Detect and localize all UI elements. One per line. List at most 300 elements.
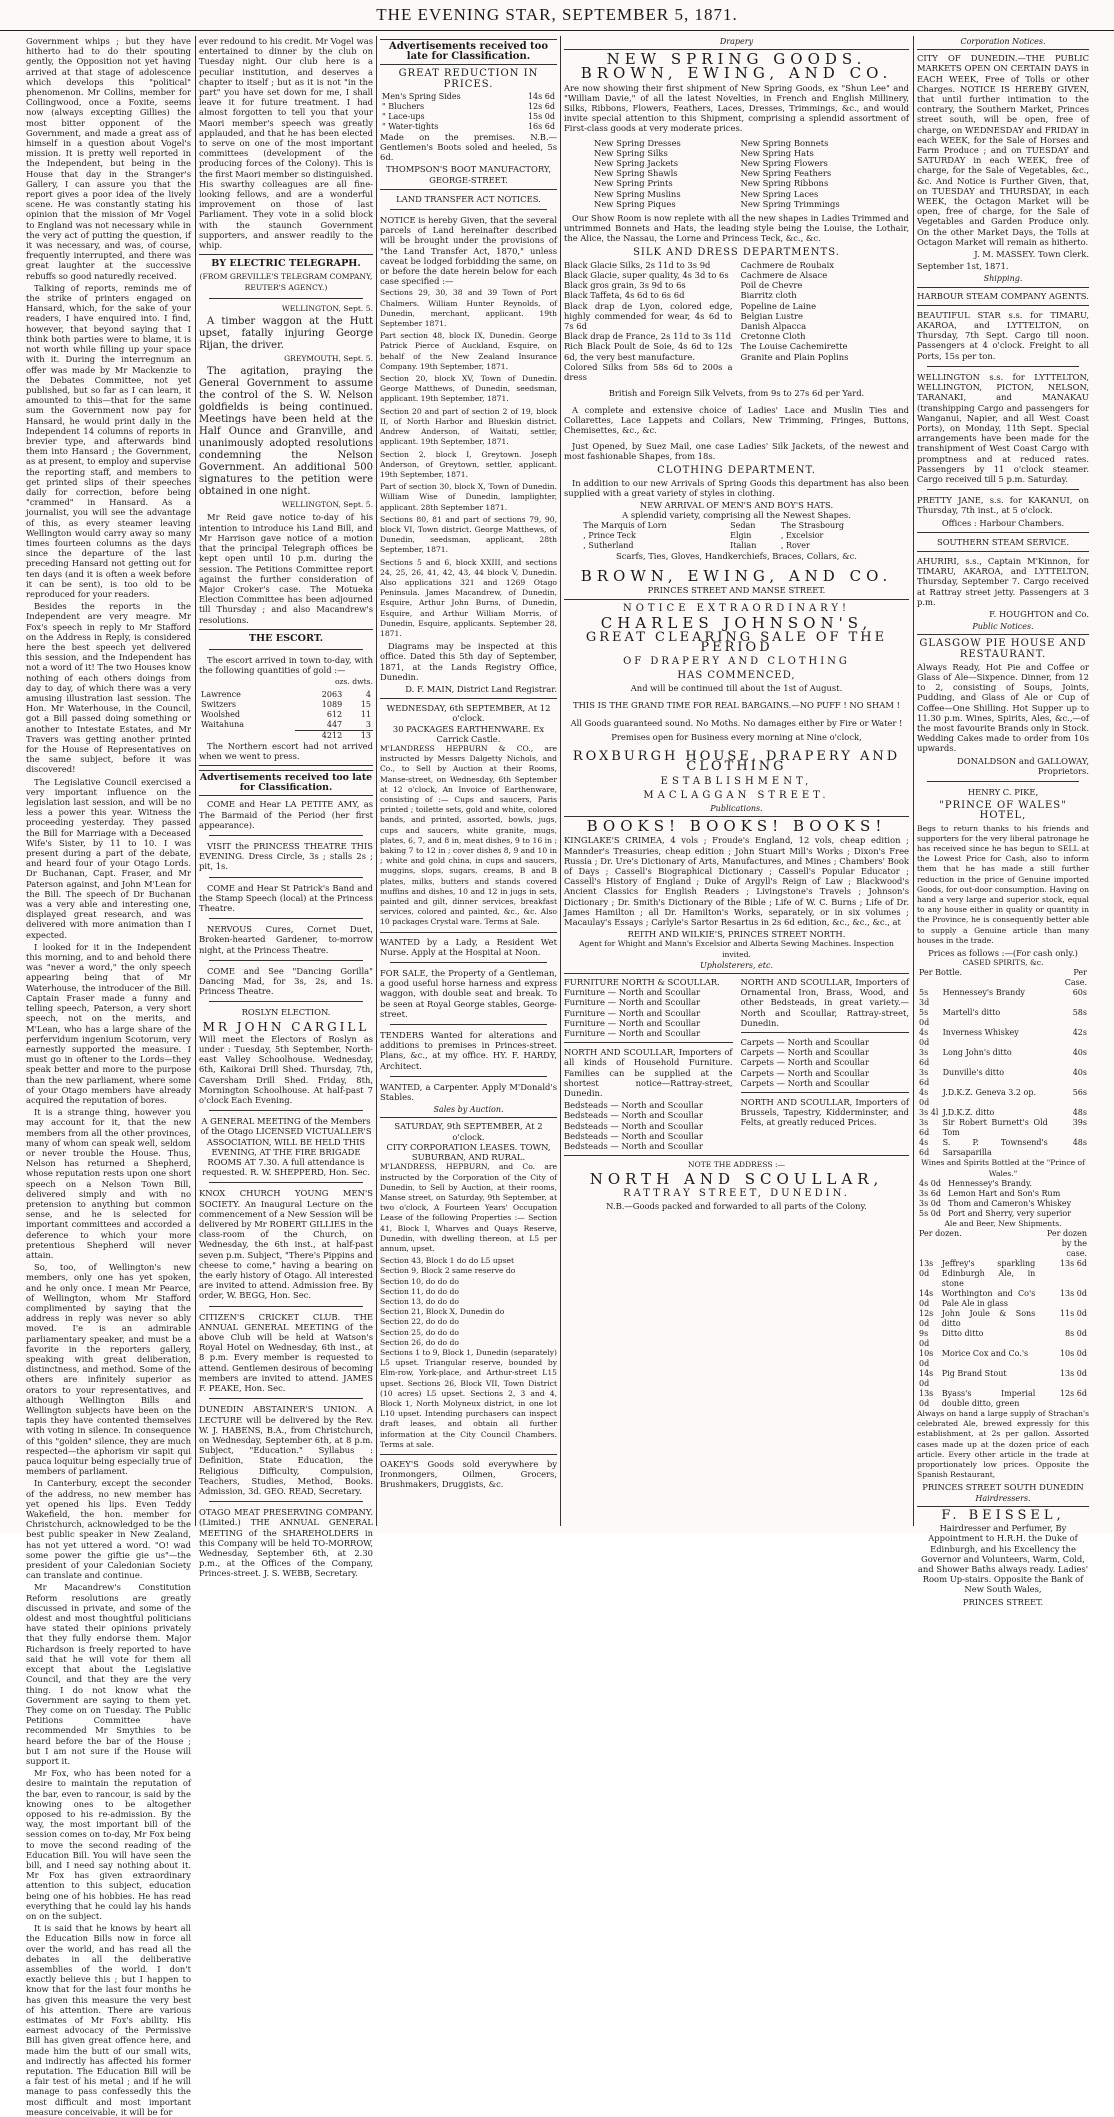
classified-ad: NERVOUS Cures, Cornet Duet, Broken-hearted Gardener, to-morrow night, at the Princess Theatre.: [199, 924, 373, 955]
table-cell: 14s 0d: [919, 1369, 934, 1389]
table-row: [199, 710, 373, 720]
strachan-text: Always on hand a large supply of Strachan's celebrated Ale, brewed expressly for this establishment, at 2s per gallon. Assorted cases made up at the dozen price of each article. Every other article in the trade at proportionately low prices. Opposite the Spanish Restaurant,: [917, 1409, 1089, 1480]
harbour-heading: HARBOUR STEAM COMPANY AGENTS.: [917, 290, 1089, 301]
shipping-heading: Shipping.: [917, 273, 1089, 287]
spring-goods-list: [594, 138, 879, 209]
masthead: [0, 0, 1114, 31]
table-row: [917, 1088, 1089, 1108]
column-4: [564, 36, 909, 1526]
divider: [390, 1076, 547, 1077]
list-item: New Spring Dresses: [594, 137, 681, 148]
escort-ozs: 612: [326, 709, 343, 719]
escort-place: Switzers: [201, 699, 236, 709]
article-paragraph: The Legislative Council exercised a very important influence on the legislation last session, and will be no less a power this year. Witness the proceeding yesterday. They passed the Bill for Marriage with a Deceased Wife's Sister, by 11 to 10. I was present during a part of the debate, and heard four of your Otago Lords. Dr Buchanan, Capt. Fraser, and Mr Paterson against, and John M'Lean for the Bill. The speech of Dr Buchanan was a very able and interesting one, displayed great research, and was delivered with more animation than I expected.: [26, 776, 191, 940]
divider: [209, 835, 363, 836]
shipping-notice: WELLINGTON s.s. for LYTTELTON, WELLINGTON, PICTON, NELSON, TARANAKI, and MANAKAU (transhipping Cargo and passengers for Wanganui, Napier, and all West Coast Ports), on Monday, 11th Sept. Special arrangements have been made for the transhipment of West Coast Cargo with promptness and at reduced rates. Passengers by 11 o'clock steamer. Cargo received till 5 p.m. Saturday.: [917, 371, 1089, 484]
table-cell: 40s: [1072, 1068, 1087, 1078]
list-item: New Spring Shawls: [594, 168, 678, 179]
table-cell: 12s 0d: [919, 1309, 934, 1329]
drapery-intro: Are now showing their first shipment of New Spring Goods, ex "Shun Lee" and "William Davie," of all the latest Novelties, in French and English Millinery, Silks, Ribbons, Flowers, Feathers, Laces, Dresses, Trimmings, &c., and would invite special attention to this Shipment, comprising a splendid assortment of First-class goods at very moderate prices.: [564, 82, 909, 134]
table-row: [917, 1028, 1089, 1048]
table-cell: 48s: [1072, 1108, 1087, 1118]
list-item: Cretonne Cloth: [740, 331, 806, 342]
article-paragraph: I looked for it in the Independent this morning, and to and behold there was "never a word," the only speech appearing being that of Mr Waterhouse, the introducer of the Bill. Captain Fraser made a funny and telling speech, Paterson, a very short speech, not on the merits, and M'Lean, who has a large share of the perfervidum ingenium Scotorum, very earnestly supported the measure. I must go in oftener to the Lords—they speak better and more to the purpose than the new parliament, where some of your Otago members have already acquired the reputation of bores.: [26, 941, 191, 1105]
table-cell: Sir Robert Burnett's Old Tom: [942, 1118, 1048, 1138]
table-cell: Worthington and Co's Pale Ale in glass: [941, 1289, 1036, 1309]
table-row: [917, 1048, 1089, 1068]
list-item: Danish Alpacca: [740, 321, 807, 332]
escort-units: ozs. dwts.: [334, 677, 373, 687]
beissel-address: PRINCES STREET.: [962, 1596, 1044, 1607]
glasgow-text: Always Ready, Hot Pie and Coffee or Glass of Ale—Sixpence. Dinner, from 12 to 2, consisting of Soups, Joints, Pudding, and Glass of Ale or Cup of Coffee—One Shilling. Hot Supper up to 11.30 p.m. Wines, Spirits, Ales, &c.,—of the most favourite Brands only in Stock. Wedding Cakes made to order from 10s upwards.: [917, 661, 1089, 754]
shipping-notice: AHURIRI, s.s., Captain M'Kinnon, for TIMARU, AKAROA, and LYTTELTON, Thursday, September 7. Cargo received at Rattray street jetty. Passengers at 3 p.m.: [917, 555, 1089, 607]
sale-row: Section 43, Block 1 do do L5 upset: [380, 1256, 515, 1266]
reduction-item: Men's Spring Sides: [382, 91, 461, 101]
article-paragraph: Mr Fox, who has been noted for a desire to maintain the reputation of the bar, even to rancour, is said by the knowing ones to be altogether opposed to his re-admission. By the way, the most important bill of the session comes on to-day, Mr Fox being to move the second reading of the Education Bill. You will have seen the bill, and I need say nothing about it. Mr Fox has given extraordinary attention to this subject, education being one of his hobbies. He has read everything that he could lay his hands on on the subject.: [26, 1768, 191, 1921]
thompson-address: THOMPSON'S BOOT MANUFACTORY, GEORGE-STREET.: [385, 164, 552, 185]
escort-place: Waitahuna: [201, 719, 245, 729]
table-row: [917, 1189, 1089, 1199]
table-row: [380, 102, 557, 112]
list-item: Furniture — North and Scoullar: [564, 1007, 701, 1018]
escort-ozs: 2063: [321, 689, 343, 699]
sale-date: SATURDAY, 9th SEPTEMBER, At 2 o'clock.: [394, 1121, 543, 1142]
premises-text: Premises open for Business every morning at Nine o'clock,: [611, 731, 862, 742]
table-row: [199, 720, 373, 731]
divider: [209, 298, 363, 299]
table-row: [917, 1118, 1089, 1138]
sale-row: Section 13, do do do: [380, 1296, 459, 1306]
divider: [927, 366, 1079, 367]
late-ads-heading: Advertisements received too late for Classification.: [380, 39, 557, 65]
column-rule: [195, 36, 196, 1526]
table-row: [199, 730, 373, 741]
divider: [209, 960, 363, 961]
column-header: Per dozen.: [919, 1229, 962, 1239]
article-paragraph: Besides the reports in the Independent are very meagre. Mr Fox's speech in reply to Mr Stafford on the Address in Reply, is considered here the best speech yet delivered this session, and the Independent has not a word of it! The two Houses know nothing of each others doings from day to day, of which there was a very amusing illustration last session. The Hon. Mr Waterhouse, in the Council, got a Bill passed doing something or another to Intestate Estates, and Mr Travers was getting another printed for the House of Representatives on the same subject, before it was discovered!: [26, 601, 191, 775]
list-item: Black Taffeta, 4s 6d to 6s 6d: [564, 290, 685, 301]
hat-name: Sedan: [730, 520, 756, 530]
table-cell: 13s 6d: [1059, 1259, 1087, 1269]
list-item: Black drap de Lyon, colored edge, highly commended for wear, 4s 6d to 7s 6d: [564, 300, 733, 332]
column-5: [917, 36, 1089, 1607]
divider: [209, 649, 363, 650]
note-address: NOTE THE ADDRESS :—: [687, 1160, 786, 1170]
divider: [564, 1042, 733, 1043]
table-cell: 5s 0d: [919, 1208, 941, 1218]
table-row: [917, 1389, 1089, 1409]
beissel-text: Hairdresser and Perfumer, By Appointment to H.R.H. the Duke of Edinburgh, and his Excellency the Governor and Volunteers, Warm, Cold, and Shower Baths always ready. Ladies' Room Up-stairs. Opposite the Bank of New South Wales,: [917, 1523, 1089, 1595]
table-cell: 3s 6d: [919, 1118, 930, 1138]
divider: [927, 489, 1079, 490]
reduction-item: " Lace-ups: [382, 111, 425, 121]
list-item: Poil de Chevre: [740, 280, 803, 291]
sale-row: Section 11, do do do: [380, 1286, 459, 1296]
table-cell: 5s 3d: [919, 988, 930, 1008]
escort-dwts: 15: [360, 699, 371, 709]
table-cell: 4s 0d: [919, 1088, 930, 1108]
table-cell: 8s 0d: [1065, 1329, 1087, 1339]
rattray-street: RATTRAY STREET, DUNEDIN.: [623, 1187, 850, 1199]
list-item: Black gros grain, 3s 9d to 6s: [564, 280, 686, 291]
reith-subtext: Agent for Whight and Mann's Excelsior and Alberta Sewing Machines. Inspection invited.: [579, 939, 894, 959]
reduction-table: [380, 92, 557, 132]
divider: [564, 1155, 909, 1156]
table-cell: 13s 0d: [1059, 1289, 1087, 1299]
list-item: New Spring Ribbons: [740, 178, 829, 189]
north-scoullar-heading: NORTH AND SCOULLAR,: [589, 1170, 884, 1189]
dispatch-dateline: WELLINGTON, Sept. 5.: [281, 500, 373, 510]
list-item: New Spring Laces: [740, 188, 819, 199]
table-cell: 4s 0d: [919, 1178, 941, 1188]
divider: [917, 305, 1089, 306]
sale-date: WEDNESDAY, 6th SEPTEMBER, At 12 o'clock.: [386, 703, 551, 724]
table-row: [917, 1138, 1089, 1158]
books-heading: BOOKS! BOOKS! BOOKS!: [586, 817, 887, 836]
reduction-item: " Water-tights: [382, 121, 439, 131]
list-item: New Spring Jackets: [594, 158, 679, 169]
land-transfer-item: Section 2, block I, Greytown. Joseph Anderson, of Greytown, settler, applicant. 19th September, 1871.: [380, 449, 557, 479]
table-cell: 3s 6d: [919, 1048, 930, 1068]
land-transfer-item: Section 20 and part of section 2 of 19, block II, of North Harbor and Blueskin district. Andrew Anderson, of Waitati, settler, applicant. 19th September, 1871.: [380, 406, 557, 447]
divider: [209, 1398, 363, 1399]
divider: [199, 629, 373, 630]
cricket-notice: CITIZEN'S CRICKET CLUB. THE ANNUAL GENERAL MEETING of the above Club will be held at Watson's Royal Hotel on Wednesday, 6th inst., at 8 p.m. Every member is requested to attend. Gentlemen desirous of becoming members are invited to attend. JAMES F. PEAKE, Hon. Sec.: [199, 1311, 373, 1394]
table-cell: Martell's ditto: [942, 1008, 1001, 1018]
table-cell: 10s 0d: [919, 1349, 934, 1369]
classified-ad: COME and Hear LA PETITE AMY, as The Barmaid of the Period (her first appearance).: [199, 799, 373, 830]
divider: [380, 698, 557, 699]
southern-service-heading: SOUTHERN STEAM SERVICE.: [936, 536, 1070, 547]
reduction-price: 16s 6d: [527, 121, 555, 131]
list-item: New Spring Hats: [740, 147, 814, 158]
cased-spirits: CASED SPIRITS, &c.: [962, 958, 1044, 968]
list-item: Furniture — North and Scoullar: [564, 997, 701, 1008]
table-cell: Byass's Imperial double ditto, green: [941, 1389, 1036, 1409]
table-cell: 48s: [1072, 1138, 1087, 1148]
sale-title: 30 PACKAGES EARTHENWARE. Ex Carrick Castle.: [392, 723, 545, 744]
table-cell: 9s 0d: [919, 1329, 930, 1349]
divider: [209, 1110, 363, 1111]
wanted-ad: WANTED by a Lady, a Resident Wet Nurse. Apply at the Hospital at Noon.: [380, 936, 557, 957]
wines-note: Wines and Spirits Bottled at the "Prince of Wales.": [921, 1158, 1085, 1178]
classified-ad: COME and Hear St Patrick's Band and the Stamp Speech (local) at the Princess Theatre.: [199, 882, 373, 913]
list-item: Bedsteads — North and Scoullar: [564, 1141, 703, 1152]
table-row: [917, 1309, 1089, 1329]
column-3: [380, 36, 557, 1526]
sale-row: Section 9, Block 2 same reserve do: [380, 1266, 516, 1276]
table-cell: Lemon Hart and Son's Rum: [948, 1188, 1061, 1198]
pike-name: HENRY C. PIKE,: [967, 787, 1039, 797]
publications-heading: Publications.: [564, 803, 909, 817]
list-item: Rich Black Poult de Soie, 4s 6d to 12s 6d, the very best manufacture.: [564, 341, 733, 362]
list-item: New Spring Prints: [594, 178, 673, 189]
land-transfer-signature: D. F. MAIN, District Land Registrar.: [405, 683, 557, 694]
table-cell: S. P. Townsend's Sarsaparilla: [942, 1138, 1048, 1158]
divider: [209, 877, 363, 878]
sale-text: Sections 1 to 9, Block 1, Dunedin (separately) L5 upset. Triangular reserve, bounded by Elm-row, York-place, and Arthur-street L15 upset. Sections 26, Block VII, Town District (10 acres) L5 upset. Sections 2, 3 and 4, Block 1, North Molyneux district, in one lot L10 upset. Intending purchasers can inspect draft leases, and obtain all further information at the City Council Chambers. Terms at sale.: [380, 1347, 557, 1449]
table-cell: Hennessey's Brandy: [942, 988, 1025, 998]
table-cell: 39s: [1072, 1118, 1087, 1128]
corporation-signature: J. M. MASSEY. Town Clerk.: [974, 249, 1089, 260]
list-item: New Spring Feathers: [740, 168, 832, 179]
hat-name: The Strasbourg: [780, 520, 845, 530]
column-header: Per dozen by the case.: [1046, 1229, 1087, 1259]
corporation-notices-heading: Corporation Notices.: [917, 36, 1089, 50]
table-cell: 3s 0d: [919, 1198, 941, 1208]
table-cell: 60s: [1072, 988, 1087, 998]
table-row: [380, 92, 557, 102]
reduction-price: 15s 0d: [527, 111, 555, 121]
table-cell: Inverness Whiskey: [942, 1028, 1019, 1038]
list-item: Carpets — North and Scoullar: [740, 1047, 870, 1058]
dispatch-text: The agitation, praying the General Government to assume the control of the S. W. Nelson goldfields is being continued. Meetings have been held at the Half Ounce and Granville, and unanimously adopted resolutions condemning the Nelson Government. An additional 500 signatures to the petition were obtained in one night.: [199, 366, 373, 498]
table-row: [199, 690, 373, 700]
upholsterers-heading: Upholsterers, etc.: [564, 960, 909, 974]
divider: [390, 209, 547, 210]
roslyn-text: Will meet the Electors of Roslyn as under : Tuesday, 5th September, North-east Valley Schoolhouse. Wednesday, 6th, Kaikorai Drill Shed. Thursday, 7th, Caversham Drill Shed. Friday, 8th, Mornington Schoolhouse. At half-past 7 o'clock Each Evening.: [199, 1033, 373, 1106]
land-transfer-item: Sections 5 and 6, block XXIII, and sections 24, 25, 26, 41, 42, 43, 44 block V, Dunedin. Also applications 321 and 1269 Otago Peninsula. James Macandrew, of Dunedin, Esquire, Arthur John Burns, of Dunedin, Esquire, and Arthur William Morris, of Dunedin, Esquire, applicants. September 28, 1871.: [380, 557, 557, 638]
sale-text: M'LANDRESS HEPBURN & CO., are instructed by Messrs Dalgetty Nichols, and Co., to Sell by Auction at their Rooms, Manse-street, on Wednesday, 6th September at 12 o'clock, An Invoice of Earthenware, consisting of :— Cups and saucers, Paris printed ; toilette sets, gold and white, colored bands, and printed, assorted, bowls, jugs, cups and saucers, white granite, mugs, plates, 6, 7, and 8 in, meat dishes, 9 to 16 in ; baking 7 to 12 in ; cover dishes 8, 9 and 10 in ; white and gold china, in cups and saucers, muggins, slops, sugars, creams, B and B plates, milks, butters and stands covered muffins and dishes, 10 and 12 in jugs in sets, painted and gilt, dinner services, breakfast services, colored and painted, &c., &c. Also 10 packages Crystal ware. Terms at Sale.: [380, 743, 557, 927]
table-cell: Morice Cox and Co.'s: [941, 1349, 1029, 1359]
land-transfer-footer: Diagrams may be inspected at this office. Dated this 5th day of September, 1871, at the Lands Registry Office, Dunedin.: [380, 641, 557, 682]
proprietors: DONALDSON and GALLOWAY, Proprietors.: [957, 755, 1089, 776]
roxburgh-heading: ROXBURGH HOUSE, DRAPERY AND CLOTHING: [572, 749, 901, 775]
list-item: Bedsteads — North and Scoullar: [564, 1110, 703, 1121]
column-header: Per Bottle.: [919, 968, 963, 978]
beissel-name: F. BEISSEL,: [941, 1507, 1065, 1523]
table-row: [581, 521, 892, 531]
escort-heading: THE ESCORT.: [248, 632, 324, 644]
table-cell: 3s 6d: [919, 1068, 930, 1088]
late-ads-heading: Advertisements received too late for Classification.: [199, 770, 373, 796]
divider: [209, 1182, 363, 1183]
telegraph-subheading: (FROM GREVILLE'S TELEGRAM COMPANY, REUTER'S AGENCY.): [199, 272, 373, 292]
roslyn-heading: ROSLYN ELECTION.: [241, 1007, 331, 1018]
classified-ad: COME and See "Dancing Gorilla" Dancing Mad, for 3s, 2s, and 1s. Princess Theatre.: [199, 965, 373, 997]
divider: [380, 932, 557, 933]
agent-name: F. HOUGHTON and Co.: [989, 608, 1089, 619]
divider: [209, 1501, 363, 1502]
escort-dwts: 11: [360, 709, 371, 719]
table-cell: 56s: [1072, 1088, 1087, 1098]
list-item: New Spring Muslins: [594, 188, 681, 199]
offices-text: Offices : Harbour Chambers.: [941, 517, 1065, 528]
hat-name: , Prince Teck: [583, 530, 636, 540]
list-item: Granite and Plain Poplins: [740, 351, 849, 362]
books-text: KINGLAKE'S CRIMEA, 4 vols ; Froude's England, 12 vols, cheap edition ; Mannder's Treasuries, cheap edition ; John Stuart Mill's Works ; Dixon's Free Russia ; Dr. Ure's Dictionary of Arts, Manufactures, and Mines ; Chambers' Book of Days ; Cassell's Biographical Dictionary ; Cassell's Popular Educator ; Cassell's History of England ; Duke of Argyll's Reign of Law ; Blackwood's Ancient Classics for English Readers ; Livingstone's Travels ; Johnson's Dictionary ; Dr. Smith's Dictionary of the Bible ; Life of W. C. Burns ; Life of Dr. James Hamilton ; all Dr. Hamilton's Works, separately, or in six volumes ; Macaulay's Essays ; Carlyle's Sartor Resartus in 2s 6d edition, &c., &c., &c., at: [564, 835, 909, 928]
list-item: Bedsteads — North and Scoullar: [564, 1120, 703, 1131]
land-transfer-heading: LAND TRANSFER ACT NOTICES.: [396, 193, 541, 204]
list-item: Furniture — North and Scoullar: [564, 987, 701, 998]
dispatch-dateline: WELLINGTON, Sept. 5.: [281, 303, 373, 313]
list-item: Belgian Lustre: [740, 310, 803, 321]
hats-table: [581, 521, 892, 551]
column-rule: [560, 36, 561, 1526]
escort-total-ozs: 4212: [295, 730, 345, 741]
drapery-section-heading: Drapery: [564, 36, 909, 50]
sale-title: CITY CORPORATION LEASES. TOWN, SUBURBAN, AND RURAL.: [386, 1141, 551, 1163]
divider: [209, 1306, 363, 1307]
list-item: Black drap de France, 2s 11d to 3s 11d: [564, 331, 732, 342]
victuallers-notice: A GENERAL MEETING of the Members of the Otago LICENSED VICTUALLER'S ASSOCIATION, WILL BE HELD THIS EVENING, AT THE FIRE BRIGADE ROOMS AT 7.30. A full attendance is requested. R. W. SHEPPERD, Hon. Sec.: [200, 1116, 372, 1178]
reduction-item: " Bluchers: [382, 101, 425, 111]
list-item: The Louise Cachemirette: [740, 341, 848, 352]
divider: [209, 1001, 363, 1002]
table-cell: 13s 0d: [1059, 1369, 1087, 1379]
land-transfer-item: Sections 29, 30, 38 and 39 Town of Port Chalmers. William Hunter Reynolds, of Dunedin, merchant, applicant. 19th September 1871.: [380, 288, 557, 329]
johnson-name: CHARLES JOHNSON'S,: [600, 614, 873, 633]
public-notices-heading: Public Notices.: [917, 621, 1089, 635]
upholsterers-grid: [564, 977, 909, 1151]
table-row: [917, 1068, 1089, 1088]
column-rule: [913, 36, 914, 1526]
hairdressers-heading: Hairdressers.: [917, 1493, 1089, 1507]
land-transfer-item: Part of section 30, block X, Town of Dunedin. William Wise of Dunedin, lamplighter, applicant. 28th September 1871.: [380, 482, 557, 512]
table-cell: 5s 0d: [919, 1008, 930, 1028]
escort-note: The Northern escort had not arrived when we went to press.: [199, 740, 373, 761]
column-rule: [376, 36, 377, 1526]
furniture-heading: FURNITURE NORTH & SCOULLAR.: [564, 977, 720, 988]
telegraph-heading: BY ELECTRIC TELEGRAPH.: [211, 258, 361, 270]
list-item: New Spring Silks: [594, 147, 668, 158]
table-cell: 10s 0d: [1059, 1349, 1087, 1359]
list-item: New Spring Flowers: [740, 158, 828, 169]
article-paragraph: Mr Macandrew's Constitution Reform resolutions are greatly discussed in private, and some of the oldest and most thoughtful politicians have stated their opinions privately that they fully endorse them. Major Richardson is freely reported to have said that he will vote for them all except that about the Legislative Council, and that they are the very thing. I do not know what the Government are saying to them yet. They come on on Tuesday. The Public Petitions Committee have recommended Mr Smythies to be heard before the bar of the House ; but I am not sure if the House will support it.: [26, 1582, 191, 1766]
table-cell: Hennessey's Brandy.: [948, 1178, 1032, 1188]
list-item: Colored Silks from 58s 6d to 200s a dress: [564, 361, 733, 383]
list-item: Bedsteads — North and Scoullar: [564, 1100, 703, 1111]
forwarding-note: N.B.—Goods packed and forwarded to all parts of the Colony.: [606, 1200, 867, 1211]
establishment: ESTABLISHMENT,: [660, 775, 813, 787]
escort-place: Woolshed: [201, 709, 240, 719]
column-1: [26, 36, 191, 2117]
sale-row: Section 26, do do do: [380, 1337, 459, 1347]
guaranteed-text: All Goods guaranteed sound. No Moths. No damages either by Fire or Water !: [570, 717, 903, 728]
clothing-heading: CLOTHING DEPARTMENT.: [657, 464, 816, 476]
divider: [741, 1032, 910, 1033]
hat-name: Italian: [730, 540, 757, 550]
divider: [917, 551, 1089, 552]
roslyn-candidate: MR JOHN CARGILL: [202, 1019, 370, 1034]
table-cell: 4s 0d: [919, 1028, 930, 1048]
classified-ad: VISIT the PRINCESS THEATRE THIS EVENING. Dress Circle, 3s ; stalls 2s ; pit, 1s.: [199, 840, 373, 872]
list-item: Black Glacie, super quality, 4s 3d to 6s: [564, 270, 729, 281]
table-row: [917, 1209, 1089, 1219]
hat-name: , Excelsior: [780, 530, 824, 540]
notice-extraordinary: NOTICE EXTRAORDINARY!: [622, 603, 851, 615]
table-cell: 13s 0d: [919, 1389, 934, 1409]
table-row: [917, 1289, 1089, 1309]
has-commenced: HAS COMMENCED,: [677, 670, 796, 682]
sales-by-auction-heading: Sales by Auction.: [380, 1104, 557, 1118]
hat-name: Elgin: [730, 530, 752, 540]
corporation-text: CITY OF DUNEDIN.—THE PUBLIC MARKETS OPEN ON CERTAIN DAYS in EACH WEEK, Free of Tolls or other Charges. NOTICE IS HEREBY GIVEN, that until further intimation to the contrary, the Southern Market, Princes street south, will be open, free of charge, on WEDNESDAY and FRIDAY in each WEEK, for the Sale of Horses and Farm Produce ; and on TUESDAY and SATURDAY in each WEEK, free of charge, for the Sale of Vegetables, &c., &c. And Notice is Further Given, that, on TUESDAY and THURSDAY, in each WEEK, the Octagon Market will be open, free of charge, for the Sale of Vegetables and Garden Produce only. On the other Market Days, the Tolls at Octagon Market will remain as hitherto.: [917, 53, 1089, 247]
table-cell: Ditto ditto: [941, 1329, 984, 1339]
list-item: Carpets — North and Scoullar: [740, 1067, 870, 1078]
reduction-price: 14s 6d: [527, 91, 555, 101]
table-cell: 14s 0d: [919, 1289, 934, 1309]
table-row: [917, 1349, 1089, 1369]
escort-table: [199, 690, 373, 741]
maclaggan-street: MACLAGGAN STREET.: [643, 789, 830, 801]
list-item: Furniture — North and Scoullar: [564, 1028, 701, 1039]
table-row: [917, 1199, 1089, 1209]
land-transfer-item: Sections 80, 81 and part of sections 79, 90, block VI, Town district. George Matthews, of Dunedin, seedsman, applicant, 28th September, 1871.: [380, 514, 557, 555]
sale-text: M'LANDRESS, HEPBURN, and Co. are instructed by the Corporation of the City of Dunedin, to Sell by Auction, at their rooms, Manse street, on Saturday, 9th September, at two o'clock, A Fourteen Years' Occupation Lease of the following Properties :— Section 41, Block I, Wharves and Quays Reserve, Dunedin, with dwelling thereon, at L5 per annum, upset.: [380, 1162, 557, 1253]
velvets-text: British and Foreign Silk Velvets, from 9s to 27s 6d per Yard.: [608, 388, 865, 399]
ale-note: Ale and Beer, New Shipments.: [944, 1218, 1062, 1228]
lace-text: A complete and extensive choice of Ladies' Lace and Muslin Ties and Collarettes, Lace Lappets and Collars, New Trimming, Fringes, Buttons, Chemisettes, &c., &c.: [564, 404, 909, 435]
table-cell: 58s: [1072, 1008, 1087, 1018]
clothing-text: In addition to our new Arrivals of Spring Goods this department has also been supplied with a great variety of styles in clothing.: [564, 477, 909, 498]
shipping-notice: PRETTY JANE, s.s. for KAKANUI, on Thursday, 7th inst., at 5 o'clock.: [917, 495, 1089, 516]
table-cell: Long John's ditto: [942, 1048, 1012, 1058]
north-scoullar-ad: NORTH AND SCOULLAR, Importers of all kinds of Household Furniture. Families can be supplied at the shortest notice—Rattray-street, Dunedin.: [564, 1047, 733, 1099]
table-cell: 42s: [1072, 1028, 1087, 1038]
dispatch-dateline: GREYMOUTH, Sept. 5.: [284, 354, 373, 364]
hat-name: , Sutherland: [583, 540, 634, 550]
table-cell: 13s 0d: [919, 1259, 934, 1279]
north-scoullar-ad: NORTH AND SCOULLAR, Importers of Ornamental Iron, Brass, Wood, and other Bedsteads, in great variety.—North and Scoullar, Rattray-street, Dunedin.: [740, 977, 909, 1028]
table-row: [917, 1369, 1089, 1389]
reduction-heading: GREAT REDUCTION IN PRICES.: [398, 68, 539, 90]
for-sale-ad: FOR SALE, the Property of a Gentleman, a good useful horse harness and express waggon, with double seat and break. To be seen at Royal George stables, George-street.: [380, 968, 557, 1019]
divider: [390, 1024, 547, 1025]
table-cell: Thom and Cameron's Whiskey: [948, 1198, 1072, 1208]
hat-name: The Marquis of Lorn: [583, 520, 667, 530]
wanted-ad: WANTED, a Carpenter. Apply M'Donald's Stables.: [380, 1081, 557, 1103]
princes-street-south: PRINCES STREET SOUTH DUNEDIN: [922, 1482, 1084, 1493]
list-item: Cachmere de Alsace: [740, 270, 828, 281]
sale-row: Section 21, Block X, Dunedin do: [380, 1307, 505, 1317]
shipping-notice: BEAUTIFUL STAR s.s. for TIMARU, AKAROA, and LYTTELTON, on Thursday, 7th Sept. Cargo till noon. Passengers at 4 o'clock. Freight to all Ports, 15s per ton.: [917, 309, 1089, 361]
table-cell: Dunville's ditto: [942, 1068, 1005, 1078]
sale-row: Section 25, do do do: [380, 1327, 459, 1337]
table-cell: 11s 0d: [1059, 1309, 1087, 1319]
escort-dwts: 4: [365, 689, 371, 699]
list-item: New Spring Trimmings: [740, 198, 840, 209]
dispatch-text: A timber waggon at the Hutt upset, fatally injuring George Rijan, the driver.: [199, 316, 373, 352]
divider: [209, 918, 363, 919]
glasgow-heading: GLASGOW PIE HOUSE AND RESTAURANT.: [919, 638, 1087, 660]
north-scoullar-ad: NORTH AND SCOULLAR, Importers of Brussels, Tapestry, Kidderminster, and Felts, at greatly reduced Prices.: [740, 1097, 909, 1128]
column-header: Per Case.: [1064, 968, 1087, 988]
showroom-text: Our Show Room is now replete with all the new shapes in Ladies Trimmed and untrimmed Bonnets and Hats, the leading style being the Louise, the Lothair, the Alice, the Nassau, the Lorne and Princess Teck, &c., &c.: [564, 213, 909, 244]
masthead-title: THE EVENING STAR, SEPTEMBER 5, 1871.: [376, 5, 738, 24]
prince-text: Begs to return thanks to his friends and supporters for the very liberal patronage he has received since he has begun to SELL at the Lowest Price for Cash, also to inform them that he has made a still further reduction in the price of Genuine imported Goods, for out-door consumption. Having on hand a very large and superior stock, equal to any house either in quality or quantity in the Province, he is consequently better able to supply a Genuine article than many houses in the trade.: [917, 823, 1089, 945]
price-table: [917, 1229, 1089, 1409]
table-row: [380, 112, 557, 122]
reith-address: REITH AND WILKIE'S, PRINCES STREET NORTH.: [627, 929, 846, 940]
knox-notice: KNOX CHURCH YOUNG MEN'S SOCIETY. An Inaugural Lecture on the commencement of a New Session will be delivered by Mr ROBERT GILLIES in the class-room of the Church, on Wednesday, the 6th inst., at half-past seven p.m. Subject, "There's Pippins and cheese to come," having a bearing on the early history of Otago. All interested are invited to attend. Admission free. By order, W. BEGG, Hon. Sec.: [199, 1188, 373, 1301]
list-item: Furniture — North and Scoullar: [564, 1017, 701, 1028]
table-row: [917, 988, 1089, 1008]
escort-total-dwts: 13: [344, 730, 373, 741]
list-item: New Spring Piques: [594, 198, 676, 209]
table-row: [380, 122, 557, 132]
hats-subheading: A splendid variety, comprising all the Newest Shapes.: [622, 510, 851, 521]
silk-heading: SILK AND DRESS DEPARTMENTS.: [633, 246, 840, 258]
divider: [380, 1454, 557, 1455]
of-drapery: OF DRAPERY AND CLOTHING: [623, 655, 850, 667]
table-cell: J.D.K.Z. Geneva 3.2 op.: [942, 1088, 1037, 1098]
table-cell: J.D.K.Z. ditto: [942, 1108, 995, 1118]
table-cell: 3s 4l: [919, 1108, 939, 1118]
prices-heading: Prices as follows :—(For cash only.): [928, 948, 1078, 959]
sale-row: Section 22, do do do: [380, 1317, 459, 1327]
oakey-ad: OAKEY'S Goods sold everywhere by Ironmongers, Oilmen, Grocers, Brushmakers, Druggists, &c.: [380, 1458, 557, 1490]
